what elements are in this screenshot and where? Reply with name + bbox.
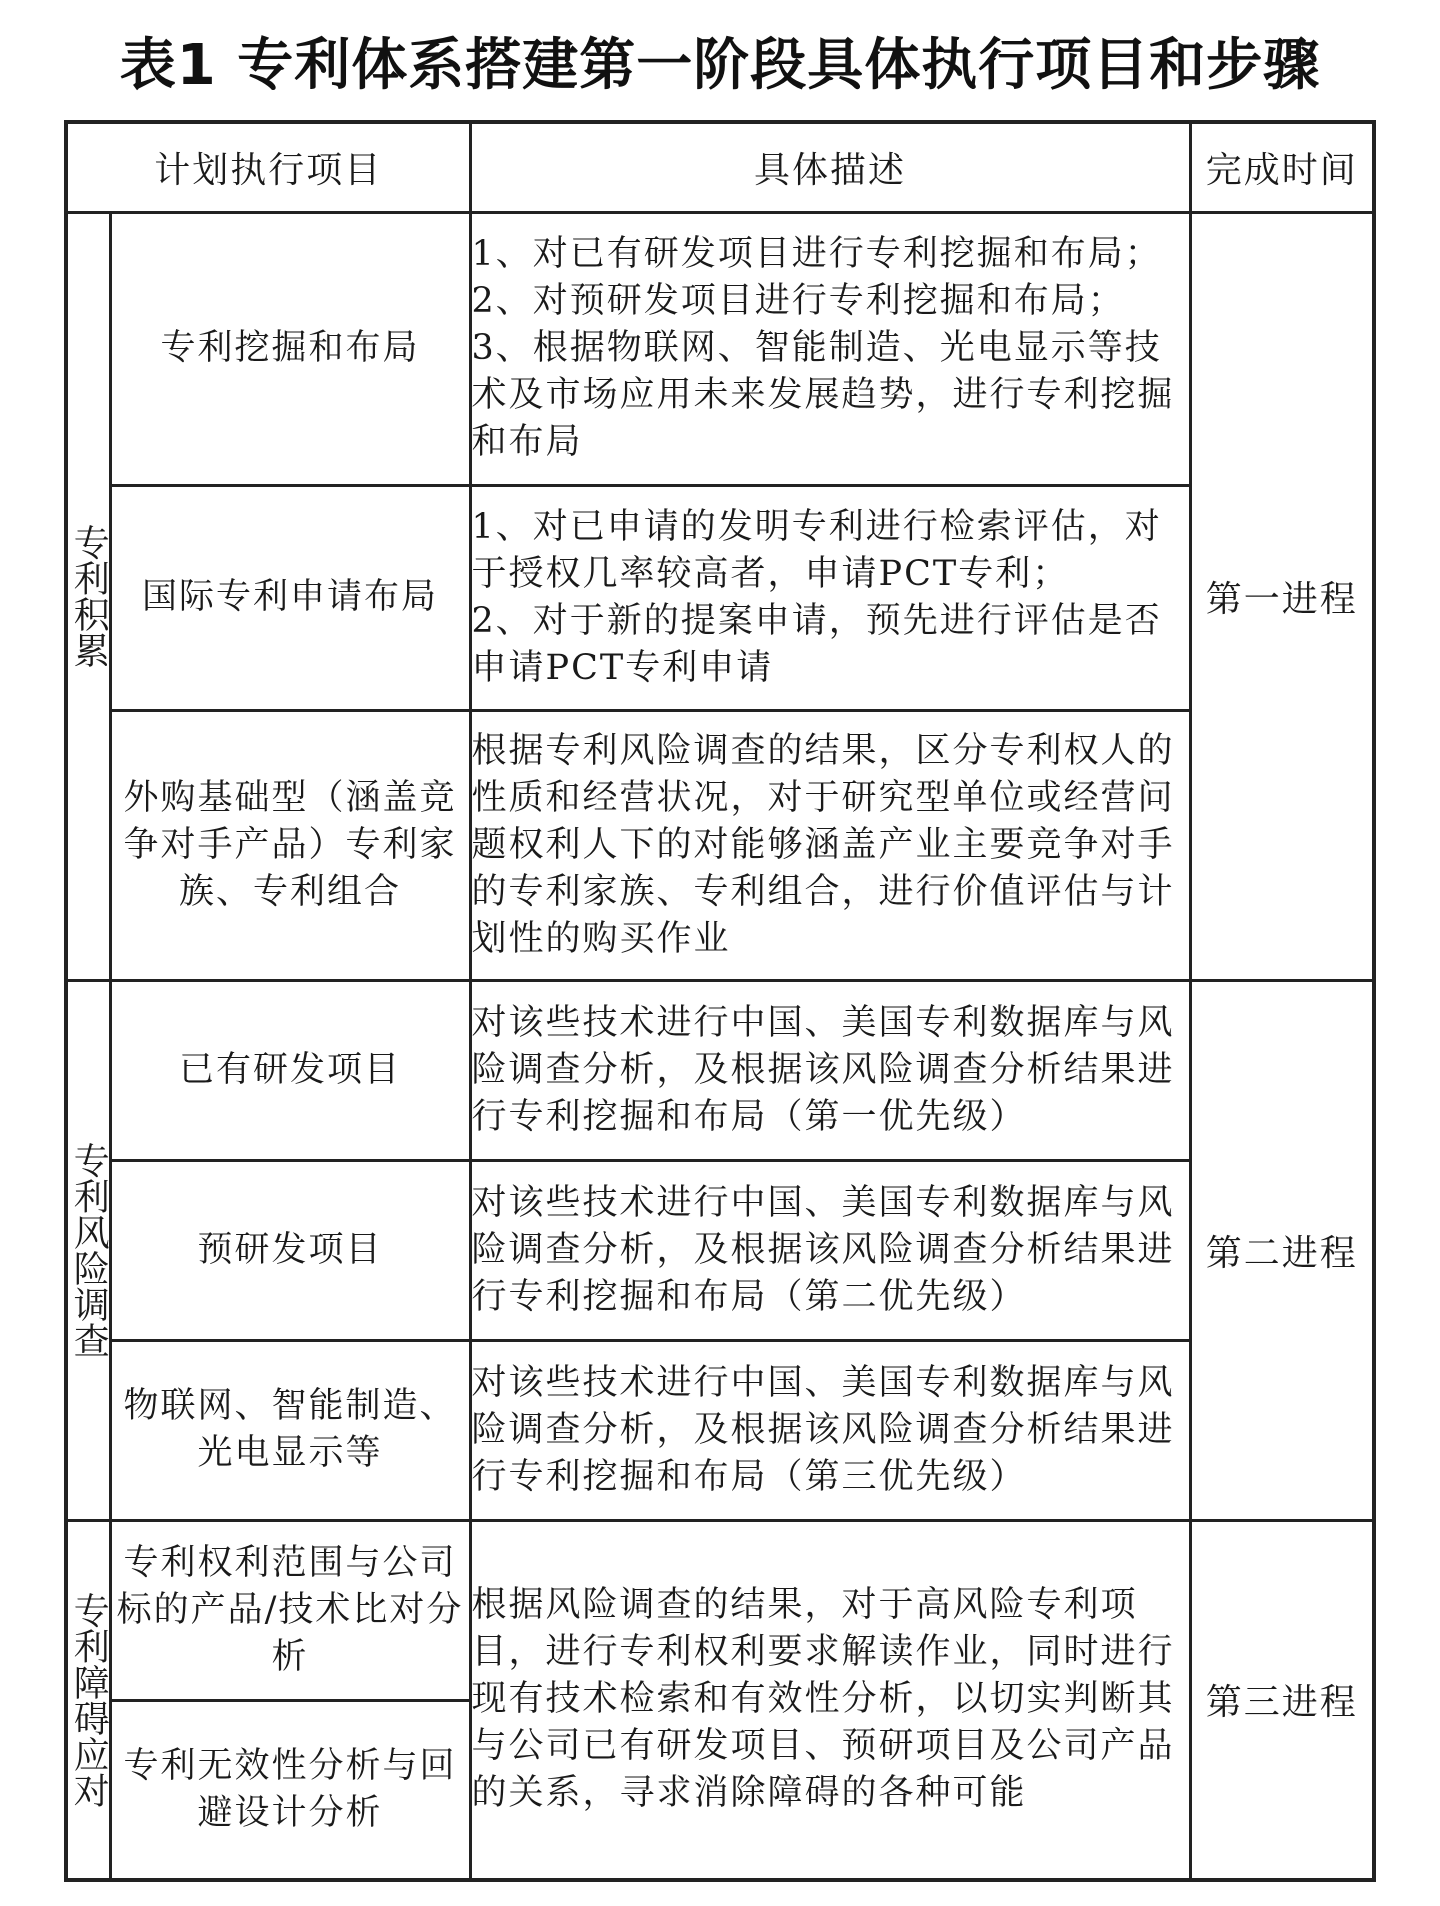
desc-international-filing (470, 485, 1190, 710)
item-claim-comparison: 专利权利范围与公司标的产品/技术比对分析 (110, 1520, 470, 1700)
desc-line: 对该些技术进行中国、美国专利数据库与风险调查分析，及根据该风险调查分析结果进行专利挖掘和布局（第二优先级） (471, 1182, 1175, 1317)
item-pre-rd: 预研发项目 (110, 1160, 470, 1340)
table-row (66, 1340, 1374, 1520)
desc-obstacle-response (470, 1520, 1190, 1880)
item-iot-manufacturing: 物联网、智能制造、光电显示等 (110, 1340, 470, 1520)
header-completion-time: 完成时间 (1190, 122, 1374, 212)
desc-line: 1、对已有研发项目进行专利挖掘和布局； (471, 234, 1162, 274)
header-plan-item: 计划执行项目 (66, 122, 470, 212)
item-invalidity-design-around: 专利无效性分析与回避设计分析 (110, 1700, 470, 1880)
desc-line: 2、对于新的提案申请，预先进行评估是否申请PCT专利申请 (471, 600, 1162, 688)
table-row (66, 1160, 1374, 1340)
time-first-stage: 第一进程 (1190, 212, 1374, 980)
table-title: 表1 专利体系搭建第一阶段具体执行项目和步骤 (119, 33, 1321, 98)
desc-existing-rd (470, 980, 1190, 1160)
desc-line: 对该些技术进行中国、美国专利数据库与风险调查分析，及根据该风险调查分析结果进行专利挖掘和布局（第一优先级） (471, 1002, 1175, 1137)
category-patent-risk-survey: 专利风险调查 (66, 980, 110, 1520)
desc-patent-mining (470, 212, 1190, 485)
item-purchase-portfolio: 外购基础型（涵盖竞争对手产品）专利家族、专利组合 (110, 710, 470, 980)
execution-plan-table (64, 120, 1376, 1882)
item-existing-rd: 已有研发项目 (110, 980, 470, 1160)
item-patent-mining: 专利挖掘和布局 (110, 212, 470, 485)
table-row (66, 980, 1374, 1160)
desc-line: 根据风险调查的结果，对于高风险专利项目，进行专利权利要求解读作业，同时进行现有技术检索和有效性分析，以切实判断其与公司已有研发项目、预研项目及公司产品的关系，寻求消除障碍的各种可能 (471, 1585, 1175, 1814)
header-description: 具体描述 (470, 122, 1190, 212)
desc-line: 2、对预研发项目进行专利挖掘和布局； (471, 281, 1125, 321)
table-row (66, 212, 1374, 485)
header-row (66, 122, 1374, 212)
desc-line: 3、根据物联网、智能制造、光电显示等技术及市场应用未来发展趋势，进行专利挖掘和布局 (471, 328, 1175, 462)
desc-iot-manufacturing (470, 1340, 1190, 1520)
category-patent-obstacle-response: 专利障碍应对 (66, 1520, 110, 1880)
time-third-stage: 第三进程 (1190, 1520, 1374, 1880)
desc-line: 1、对已申请的发明专利进行检索评估，对于授权几率较高者，申请PCT专利； (471, 506, 1162, 594)
table-row (66, 1520, 1374, 1700)
desc-line: 对该些技术进行中国、美国专利数据库与风险调查分析，及根据该风险调查分析结果进行专利挖掘和布局（第三优先级） (471, 1362, 1175, 1497)
desc-line: 根据专利风险调查的结果，区分专利权人的性质和经营状况，对于研究型单位或经营问题权利人下的对能够涵盖产业主要竞争对手的专利家族、专利组合，进行价值评估与计划性的购买作业 (471, 730, 1175, 959)
table-row (66, 710, 1374, 980)
item-international-filing: 国际专利申请布局 (110, 485, 470, 710)
desc-pre-rd (470, 1160, 1190, 1340)
table-row (66, 485, 1374, 710)
desc-purchase-portfolio (470, 710, 1190, 980)
time-second-stage: 第二进程 (1190, 980, 1374, 1520)
category-patent-accumulation: 专利积累 (66, 212, 110, 980)
